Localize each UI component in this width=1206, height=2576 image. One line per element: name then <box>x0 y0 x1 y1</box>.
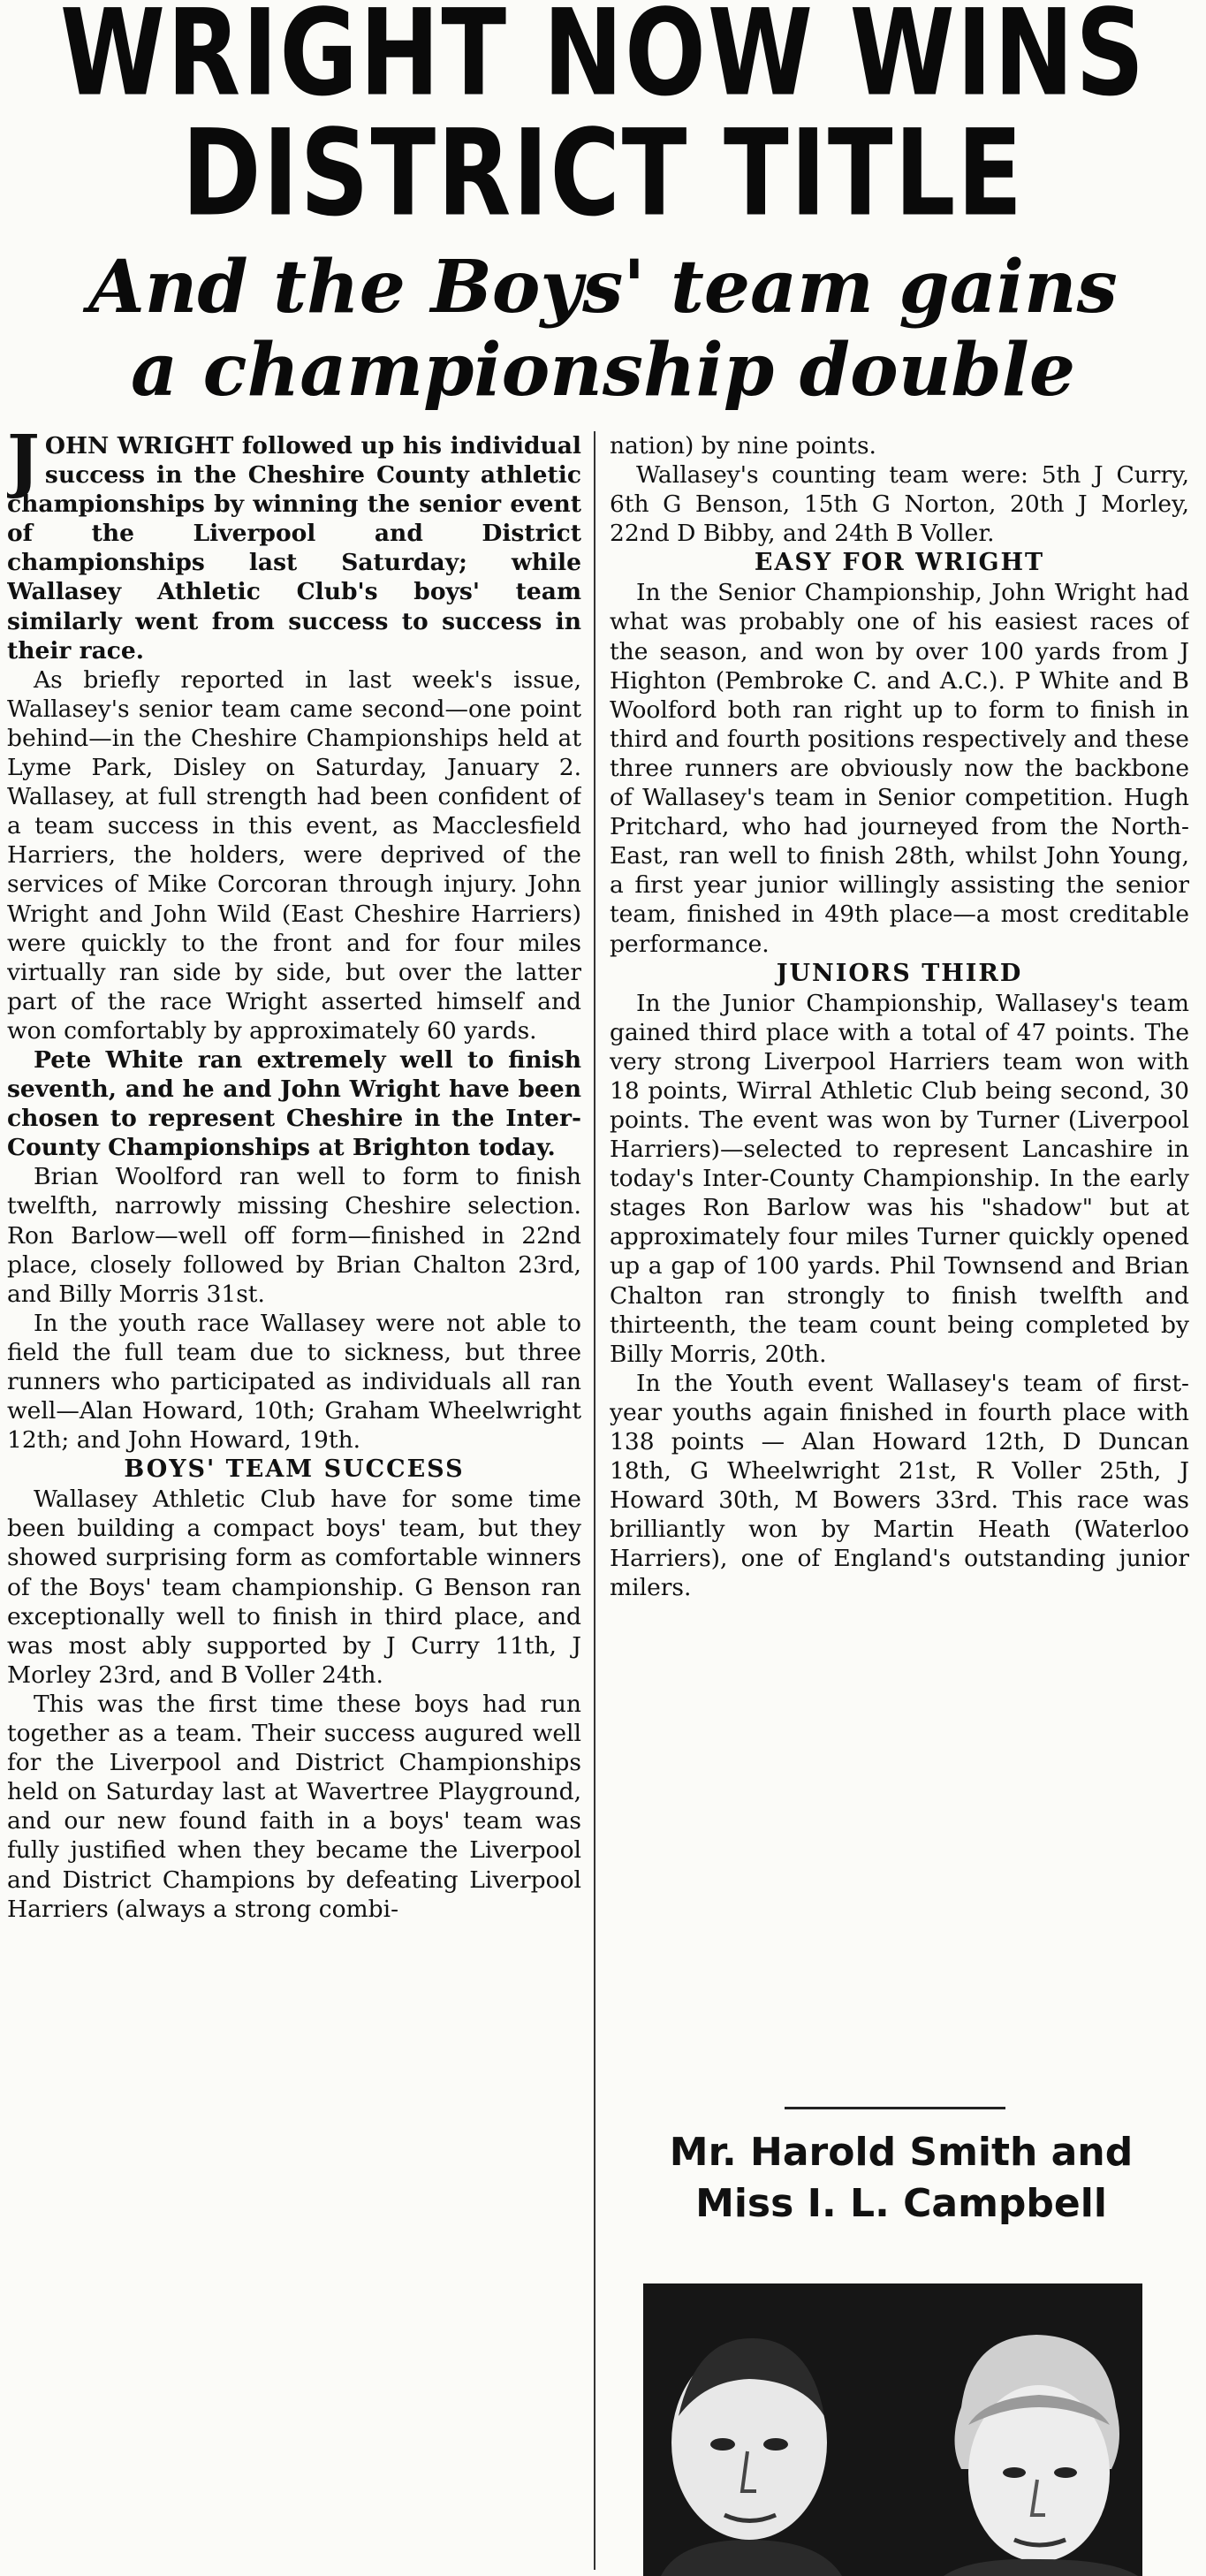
paragraph: Wallasey's counting team were: 5th J Curry, 6th G Benson, 15th G Norton, 20th J Morley, 22nd D Bibby, and 24th B Voller. <box>610 461 1189 548</box>
photo-image <box>643 2283 1142 2576</box>
lead-paragraph <box>7 431 581 665</box>
paragraph: As briefly reported in last week's issue, Wallasey's senior team came second—one point behind—in the Cheshire Championships held at Lyme Park, Disley on Saturday, January 2. Wallasey, at full strength had been confident of a team success in this event, as Macclesfield Harriers, the holders, were deprived of the services of Mike Corcoran through injury. John Wright and John Wild (East Cheshire Harriers) were quickly to the front and for four miles virtually ran side by side, but over the latter part of the race Wright asserted himself and won comfortably by approximately 60 yards. <box>7 665 581 1045</box>
left-column <box>7 431 581 2570</box>
section-subhead: JUNIORS THIRD <box>776 959 1023 987</box>
photo-caption-line-2: Miss I. L. Campbell <box>695 2181 1107 2226</box>
photo-caption-line-1: Mr. Harold Smith and <box>669 2130 1134 2175</box>
section-subhead: EASY FOR WRIGHT <box>754 549 1045 577</box>
paragraph: Pete White ran extremely well to finish seventh, and he and John Wright have been chosen to represent Cheshire in the Inter-County Championships at Brighton today. <box>7 1045 581 1162</box>
portrait-photo <box>643 2283 1142 2576</box>
section-rule <box>785 2107 1005 2109</box>
lead-text: OHN WRIGHT followed up his individual success in the Cheshire County athletic championships by winning the senior event of the Liverpool and District championships last Saturday; while Wallasey Athletic Club's boys' team similarly went from success to success in their race. <box>7 432 581 665</box>
paragraph: Wallasey Athletic Club have for some time been building a compact boys' team, but they showed surprising form as comfortable winners of the Boys' team championship. G Benson ran exceptionally well to finish in third place, and was most ably supported by J Curry 11th, J Morley 23rd, and B Voller 24th. <box>7 1486 581 1689</box>
headline-line-2: DISTRICT TITLE <box>181 104 1025 243</box>
section-subhead: BOYS' TEAM SUCCESS <box>124 1455 465 1484</box>
headline-line-1: WRIGHT NOW WINS <box>59 0 1147 123</box>
column-rule <box>594 431 595 2570</box>
paragraph-continuation: nation) by nine points. <box>610 432 876 460</box>
paragraph: Brian Woolford ran well to form to finish twelfth, narrowly missing Cheshire selection. Ron Barlow—well off form—finished in 22nd place, closely followed by Brian Chalton 23rd, and Billy Morris 31st. <box>7 1163 581 1308</box>
right-column <box>610 431 1189 2137</box>
subheadline-line-1: And the Boys' team gains <box>88 245 1118 330</box>
paragraph: In the youth race Wallasey were not able to field the full team due to sickness, but three runners who participated as individuals all ran well—Alan Howard, 10th; Graham Wheelwright 12th; and John Howard, 19th. <box>7 1309 581 1455</box>
paragraph: In the Junior Championship, Wallasey's team gained third place with a total of 47 points. The very strong Liverpool Harriers team won with 18 points, Wirral Athletic Club being second, 30 points. The event was won by Turner (Liverpool Harriers)—selected to represent Lancashire in today's Inter-County Championship. In the early stages Ron Barlow was his "shadow" but at approximately four miles Turner quickly opened up a gap of 100 yards. Phil Townsend and Brian Chalton ran strongly to finish twelfth and thirteenth, the team count being completed by Billy Morris, 20th. <box>610 989 1189 1368</box>
paragraph: In the Senior Championship, John Wright had what was probably one of his easiest races of the season, and won by over 100 yards from J Highton (Pembroke C. and A.C.). P White and B Woolford both ran right up to form to finish in third and fourth positions respectively and these three runners are obviously now the backbone of Wallasey's team in Senior competition. Hugh Pritchard, who had journeyed from the North-East, ran well to finish 28th, whilst John Young, a first year junior willingly assisting the senior team, finished in 49th place—a most creditable performance. <box>610 579 1189 958</box>
subheadline-line-2: a championship double <box>130 328 1076 413</box>
paragraph: This was the first time these boys had run together as a team. Their success augured well for the Liverpool and District Championships held on Saturday last at Wavertree Playground, and our new found faith in a boys' team was fully justified when they became the Liverpool and District Champions by defeating Liverpool Harriers (always a strong combi- <box>7 1690 581 1923</box>
paragraph: In the Youth event Wallasey's team of first-year youths again finished in fourth place with 138 points — Alan Howard 12th, D Duncan 18th, G Wheelwright 21st, R Voller 25th, J Howard 30th, M Bowers 33rd. This race was brilliantly won by Martin Heath (Waterloo Harriers), one of England's outstanding junior milers. <box>610 1369 1189 1602</box>
drop-cap: J <box>7 431 40 501</box>
